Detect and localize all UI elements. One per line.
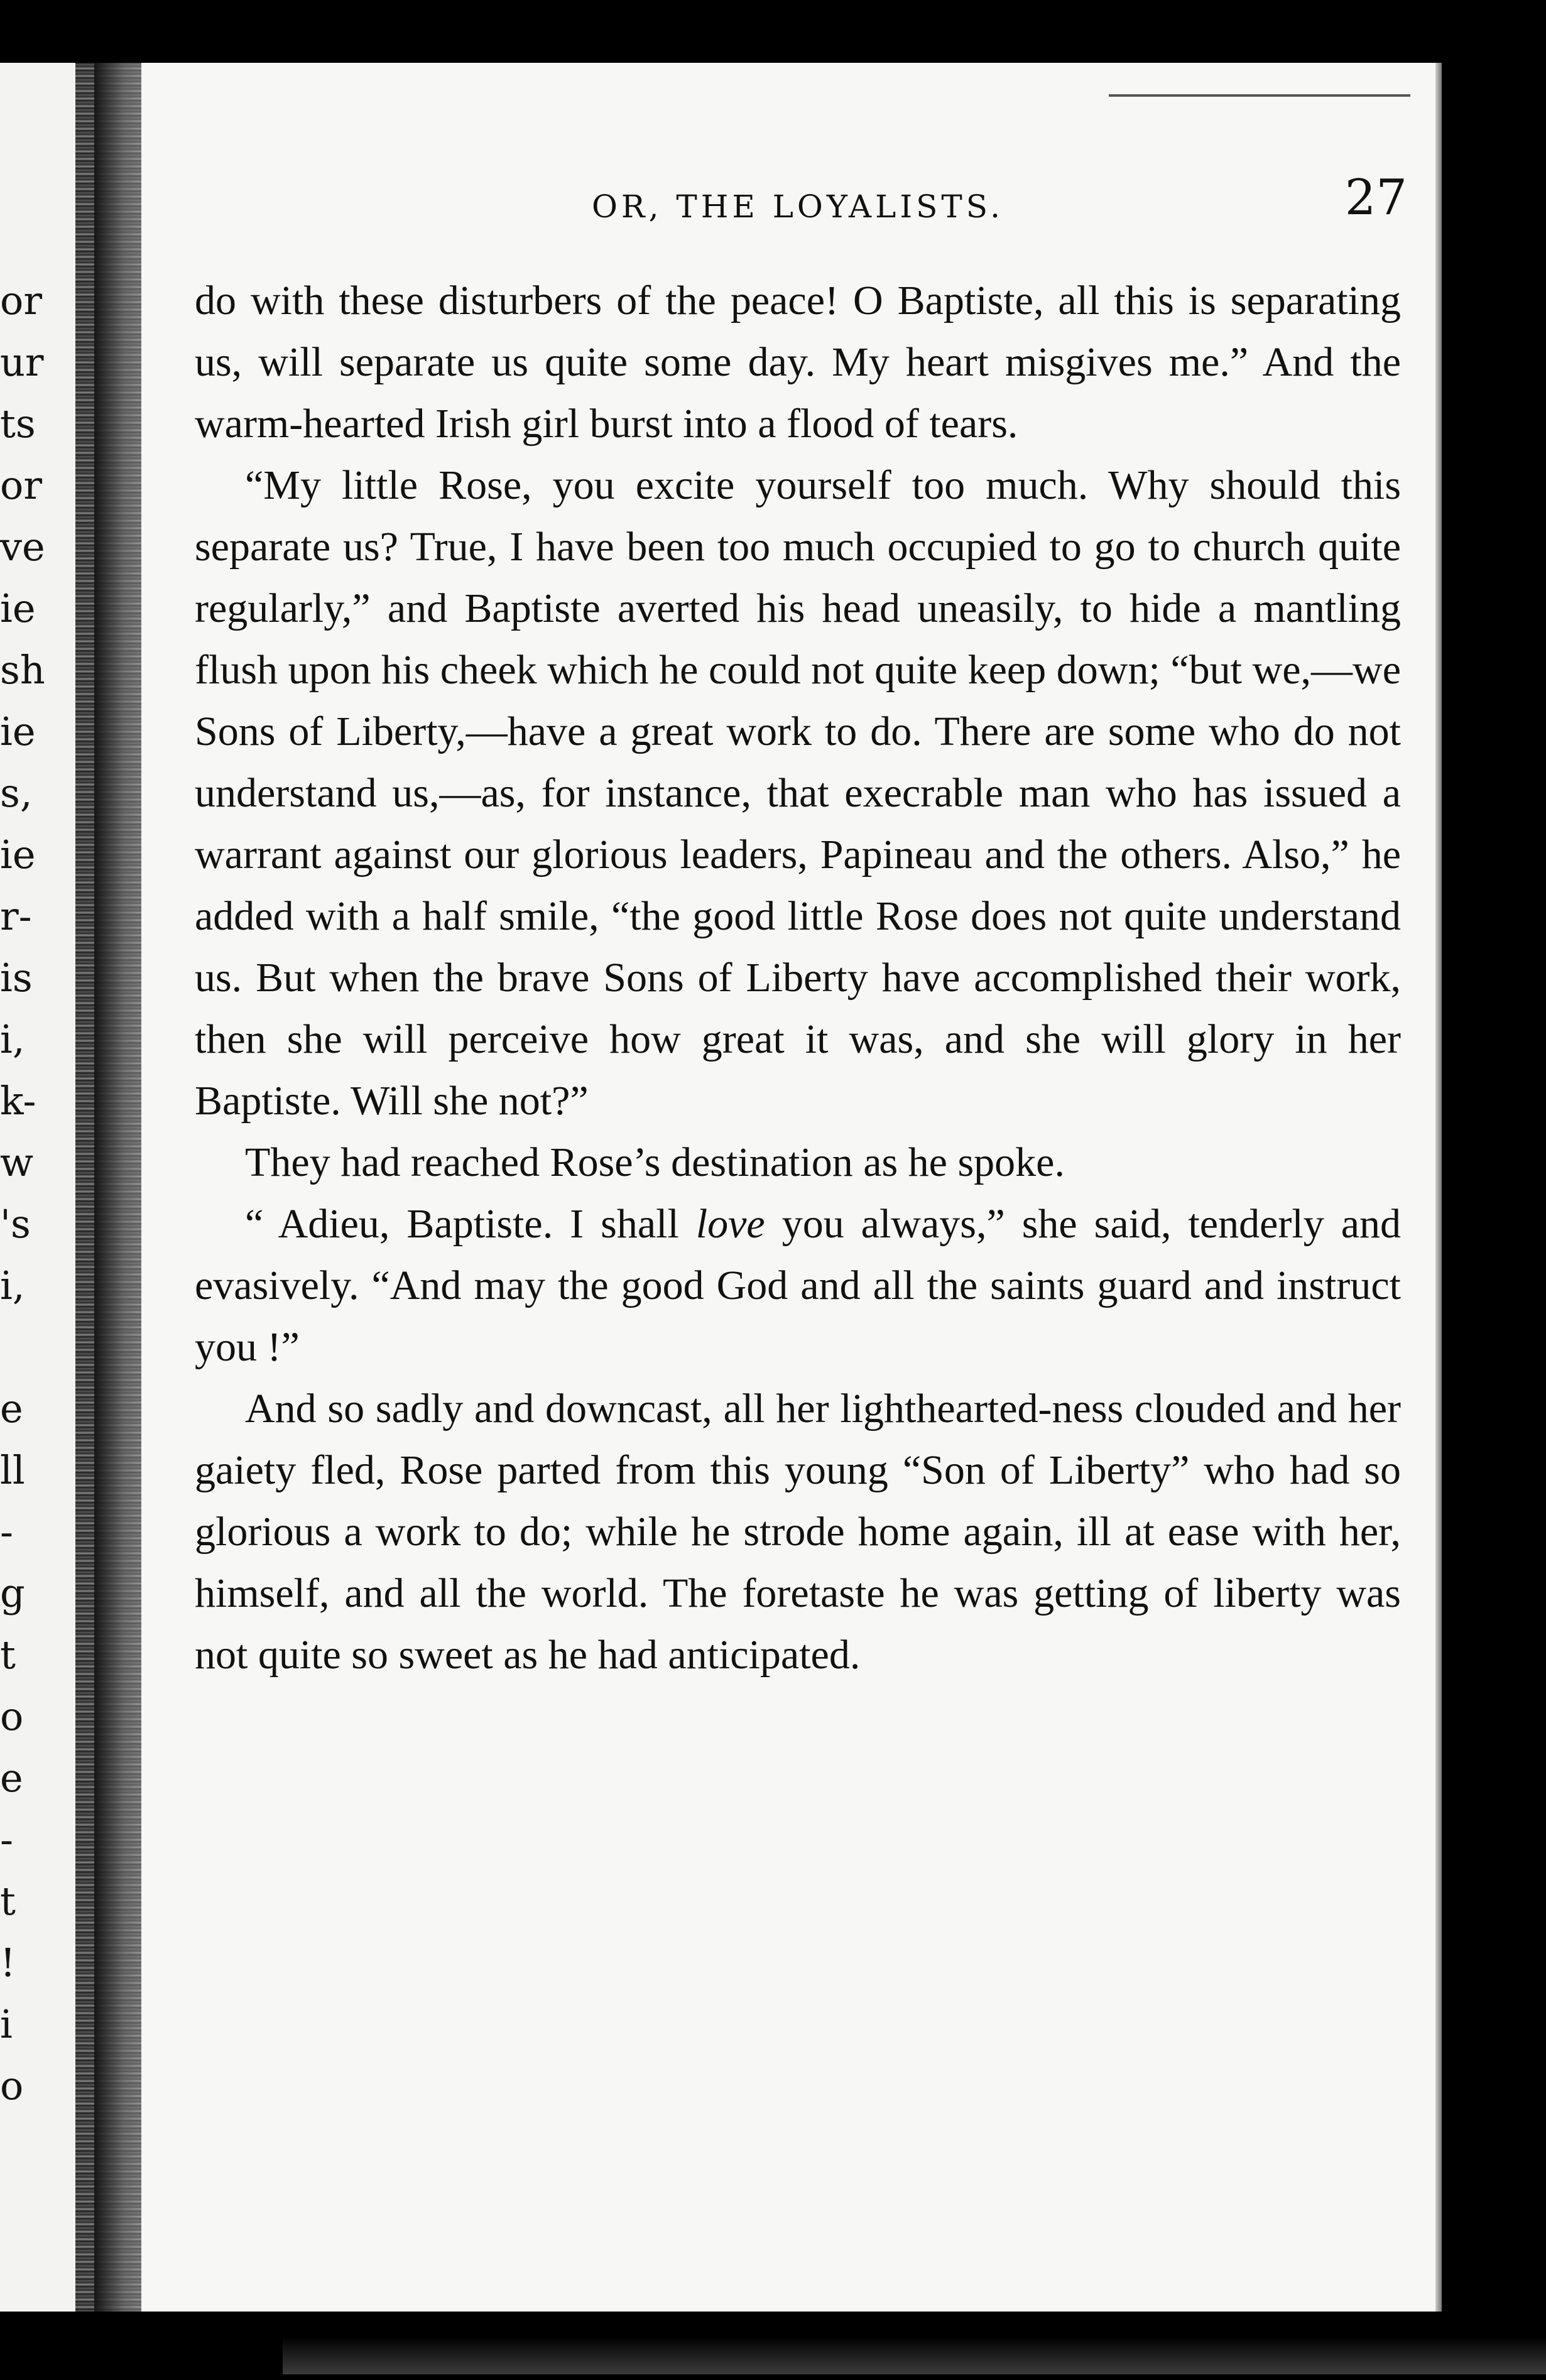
page-right-edge: [1435, 63, 1442, 2312]
facing-page-fragment: o: [0, 2063, 24, 2109]
paragraph: [195, 1378, 1401, 1686]
facing-page-fragment: sh: [0, 647, 45, 693]
facing-page-fragment: i,: [0, 1016, 25, 1062]
facing-page-fragment: [0, 1317, 75, 1378]
italic-text: love: [695, 1201, 765, 1247]
page-header: [188, 170, 1407, 239]
text-run: And so sadly and downcast, all her lighthearted-ness clouded and her gaiety fled, Rose parted from this young “Son of Liberty” who had so glorious a work to do; while he strode home again, ill at ease with her, himself, and all the world. The foretaste he was getting of liberty was not quite so sweet as he had anticipated.: [195, 1386, 1401, 1678]
facing-page-fragment: ve: [0, 524, 45, 570]
facing-page-fragment: ts: [0, 401, 36, 447]
facing-page-fragment: !: [0, 1940, 16, 1986]
facing-page-line-fragments: [0, 270, 75, 2117]
text-run: do with these disturbers of the peace! O Baptiste, all this is separating us, will separate us quite some day. My heart misgives me.” And the warm-hearted Irish girl burst into a flood of tears.: [195, 278, 1401, 447]
facing-page-fragment: ur: [0, 339, 44, 385]
book-page: [141, 63, 1435, 2312]
facing-page-fragment: g: [0, 1570, 25, 1616]
page-bottom-shadow: [283, 2337, 1546, 2374]
facing-page-fragment: r-: [0, 893, 32, 939]
facing-page-edge: [0, 63, 75, 2312]
facing-page-fragment: ll: [0, 1447, 25, 1493]
text-run: you always,” she said, tenderly and evasively. “And may the good God and all the saints guard and instruct you !”: [195, 1201, 1401, 1370]
facing-page-fragment: i: [0, 2001, 13, 2047]
facing-page-fragment: e: [0, 1755, 23, 1801]
facing-page-fragment: k-: [0, 1078, 36, 1124]
text-run: “ Adieu, Baptiste. I shall: [245, 1201, 696, 1247]
paragraph: [195, 1132, 1401, 1193]
paragraph: [195, 1193, 1401, 1378]
body-text: [195, 270, 1401, 1686]
facing-page-fragment: t: [0, 1878, 16, 1924]
paragraph: [195, 455, 1401, 1132]
facing-page-fragment: -: [0, 1817, 13, 1862]
facing-page-fragment: w: [0, 1139, 34, 1185]
facing-page-fragment: e: [0, 1386, 23, 1432]
facing-page-fragment: is: [0, 955, 33, 1001]
facing-page-fragment: s,: [0, 770, 33, 816]
facing-page-fragment: -: [0, 1509, 13, 1555]
facing-page-fragment: ie: [0, 585, 36, 631]
running-head: OR, THE LOYALISTS.: [591, 188, 1004, 225]
facing-page-fragment: t: [0, 1632, 16, 1678]
facing-page-fragment: or: [0, 462, 42, 508]
top-edge-rule: [1109, 94, 1410, 97]
facing-page-fragment: o: [0, 1693, 24, 1739]
facing-page-fragment: 's: [0, 1201, 31, 1247]
facing-page-fragment: ie: [0, 709, 36, 754]
facing-page-fragment: or: [0, 278, 42, 323]
facing-page-fragment: i,: [0, 1263, 25, 1308]
paragraph: [195, 270, 1401, 455]
page-number: 27: [1344, 170, 1407, 226]
facing-page-fragment: ie: [0, 832, 36, 878]
text-run: They had reached Rose’s destination as he spoke.: [245, 1139, 1065, 1185]
text-run: “My little Rose, you excite yourself too much. Why should this separate us? True, I have been too much occupied to go to church quite regularly,” and Baptiste averted his head uneasily, to hide a mantling flush upon his cheek which he could not quite keep down; “but we,—we Sons of Liberty,—have a great work to do. There are some who do not understand us,—as, for instance, that execrable man who has issued a warrant against our glorious leaders, Papineau and the others. Also,” he added with a half smile, “the good little Rose does not quite understand us. But when the brave Sons of Liberty have accomplished their work, then she will perceive how great it was, and she will glory in her Baptiste. Will she not?”: [195, 462, 1401, 1124]
gutter-shadow: [94, 63, 144, 2312]
